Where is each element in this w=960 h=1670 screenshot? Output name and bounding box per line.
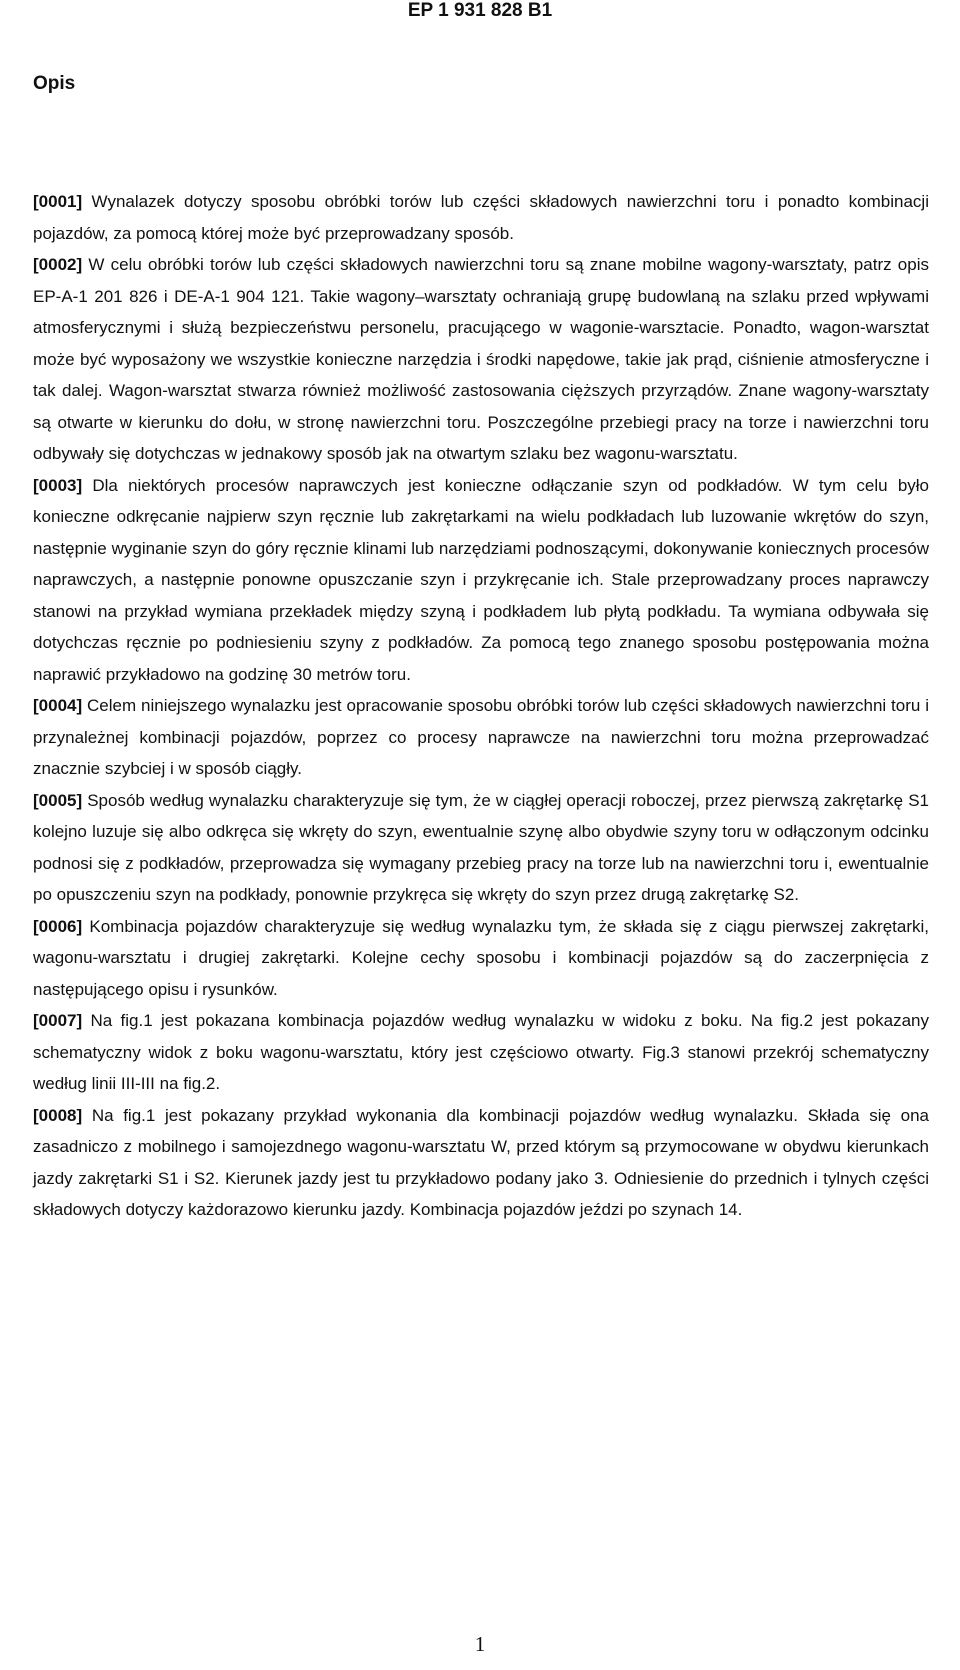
paragraph-0008 (33, 1100, 929, 1226)
paragraph-number: [0002] (33, 255, 83, 274)
description-body (33, 186, 929, 1226)
paragraph-number: [0005] (33, 790, 83, 810)
paragraph-0003 (33, 470, 929, 691)
patent-number-header: EP 1 931 828 B1 (407, 0, 553, 21)
paragraph-0002 (33, 249, 929, 470)
paragraph-number: [0004] (33, 696, 83, 715)
paragraph-text: Dla niektórych procesów naprawczych jest konieczne odłączanie szyn od podkładów. W tym celu było konieczne odkręcanie najpierw szyn ręcznie lub zakrętarkami na wielu podkładach lub luzowanie wkrętów do szyn, następnie wyginanie szyn do góry ręcznie klinami lub narzędziami podnoszącymi, dokonywanie koniecznych procesów naprawczych, a następnie ponowne opuszczanie szyn i przykręcanie ich. Stale przeprowadzany proces naprawczy stanowi na przykład wymiana przekładek między szyną i podkładem lub płytą podkładu. Ta wymiana odbywała się dotychczas ręcznie po podniesieniu szyny z podkładów. Za pomocą tego znanego sposobu postępowania można naprawić przykładowo na godzinę 30 metrów toru. (33, 475, 930, 684)
paragraph-number: [0001] (33, 192, 83, 211)
paragraph-number: [0006] (33, 916, 83, 936)
paragraph-text: Celem niniejszego wynalazku jest opracowanie sposobu obróbki torów lub części składowych nawierzchni toru i przynależnej kombinacji pojazdów, poprzez co procesy naprawcze na nawierzchni toru można przeprowadzać znacznie szybciej i w sposób ciągły. (33, 696, 929, 778)
section-title: Opis (33, 73, 76, 94)
paragraph-text: Kombinacja pojazdów charakteryzuje się według wynalazku tym, że składa się z ciągu pierwszej zakrętarki, wagonu-warsztatu i drugiej zakrętarki. Kolejne cechy sposobu i kombinacji pojazdów są do zaczerpnięcia z następującego opisu i rysunków. (33, 916, 929, 999)
paragraph-0007 (33, 1005, 929, 1100)
paragraph-0004 (33, 690, 929, 785)
paragraph-number: [0007] (33, 1011, 83, 1030)
paragraph-text: Na fig.1 jest pokazany przykład wykonania dla kombinacji pojazdów według wynalazku. Składa się ona zasadniczo z mobilnego i samojezdnego wagonu-warsztatu W, przed którym są przymocowane w obydwu kierunkach jazdy zakrętarki S1 i S2. Kierunek jazdy jest tu przykładowo podany jako 3. Odniesienie do przednich i tylnych części składowych dotyczy każdorazowo kierunku jazdy. Kombinacja pojazdów jeździ po szynach 14. (33, 1105, 929, 1219)
paragraph-0006 (33, 911, 929, 1006)
paragraph-text: Na fig.1 jest pokazana kombinacja pojazdów według wynalazku w widoku z boku. Na fig.2 jest pokazany schematyczny widok z boku wagonu-warsztatu, który jest częściowo otwarty. Fig.3 stanowi przekrój schematyczny według linii III-III na fig.2. (33, 1011, 929, 1093)
paragraph-number: [0003] (33, 475, 83, 495)
paragraph-number: [0008] (33, 1105, 83, 1125)
paragraph-0005 (33, 785, 929, 911)
paragraph-0001 (33, 186, 929, 249)
paragraph-text: Wynalazek dotyczy sposobu obróbki torów lub części składowych nawierzchni toru i ponadto kombinacji pojazdów, za pomocą której może być przeprowadzany sposób. (33, 192, 929, 243)
page-number: 1 (474, 1632, 486, 1656)
paragraph-text: Sposób według wynalazku charakteryzuje się tym, że w ciągłej operacji roboczej, przez pierwszą zakrętarkę S1 kolejno luzuje się albo odkręca się wkręty do szyn, ewentualnie szynę albo obydwie szyny toru w odłączonym odcinku podnosi się z podkładów, przeprowadza się wymagany przebieg pracy na torze lub na nawierzchni toru i, ewentualnie po opuszczeniu szyn na podkłady, ponownie przykręca się wkręty do szyn przez drugą zakrętarkę S2. (33, 790, 929, 904)
paragraph-text: W celu obróbki torów lub części składowych nawierzchni toru są znane mobilne wagony-warsztaty, patrz opis EP-A-1 201 826 i DE-A-1 904 121. Takie wagony–warsztaty ochraniają grupę budowlaną na szlaku przed wpływami atmosferycznymi i służą bezpieczeństwu personelu, pracującego w wagonie-warsztacie. Ponadto, wagon-warsztat może być wyposażony we wszystkie konieczne narzędzia i środki napędowe, takie jak prąd, ciśnienie atmosferyczne i tak dalej. Wagon-warsztat stwarza również możliwość zastosowania cięższych przyrządów. Znane wagony-warsztaty są otwarte w kierunku do dołu, w stronę nawierzchni toru. Poszczególne przebiegi pracy na torze i nawierzchni toru odbywały się dotychczas w jednakowy sposób jak na otwartym szlaku bez wagonu-warsztatu. (33, 255, 929, 463)
